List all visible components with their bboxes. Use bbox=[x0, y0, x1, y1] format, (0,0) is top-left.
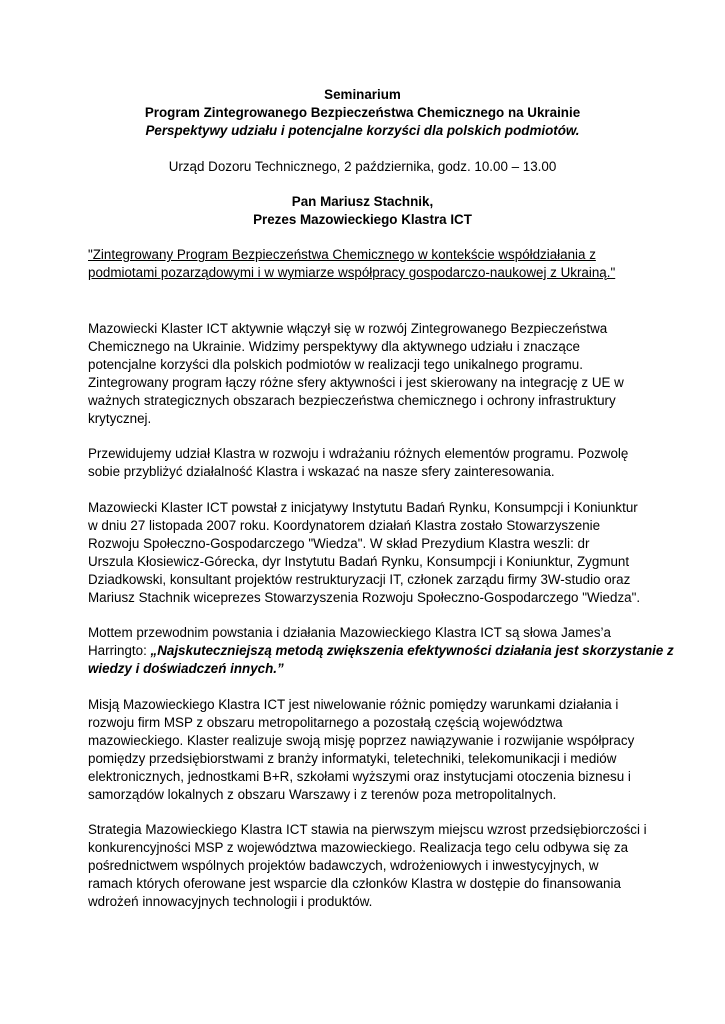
paragraph-line: Chemicznego na Ukrainie. Widzimy perspektywy dla aktywnego udziału i znaczące bbox=[88, 338, 580, 354]
motto-quote: „Najskuteczniejszą metodą zwiększenia efektywności działania jest skorzystanie z bbox=[150, 643, 674, 659]
paragraph-intro bbox=[88, 320, 658, 427]
quote-line: podmiotami pozarządowymi i w wymiarze współpracy gospodarczo-naukowej z Ukrainą." bbox=[88, 264, 616, 280]
paragraph-strategy bbox=[88, 821, 658, 911]
paragraph-line: mazowieckiego. Klaster realizuje swoją misję poprzez nawiązywanie i rozwijanie współpracy bbox=[88, 732, 635, 748]
quote-line: "Zintegrowany Program Bezpieczeństwa Chemicznego w kontekście współdziałania z bbox=[88, 247, 596, 262]
paragraph-line: rozwoju firm MSP z obszaru metropolitarnego a pozostałą częścią województwa bbox=[88, 714, 563, 730]
paragraph-line bbox=[88, 642, 674, 660]
document-header bbox=[0, 86, 725, 229]
paragraph-line: Mazowiecki Klaster ICT powstał z inicjatywy Instytutu Badań Rynku, Konsumpcji i Koniunktur bbox=[88, 500, 638, 516]
paragraph-line: Strategia Mazowieckiego Klastra ICT stawia na pierwszym miejscu wzrost przedsiębiorczości i bbox=[88, 822, 647, 838]
paragraph-line: krytycznej. bbox=[88, 410, 152, 426]
paragraph-origin bbox=[88, 499, 658, 606]
paragraph-participation bbox=[88, 445, 658, 481]
paragraph-line: pośrednictwem wspólnych projektów badawczych, wdrożeniowych i inwestycyjnych, w bbox=[88, 858, 599, 874]
seminar-label: Seminarium bbox=[324, 87, 401, 102]
venue-date: Urząd Dozoru Technicznego, 2 października, godz. 10.00 – 13.00 bbox=[168, 158, 557, 174]
paragraph-mission bbox=[88, 696, 658, 803]
speaker-role: Prezes Mazowieckiego Klastra ICT bbox=[253, 212, 472, 228]
paragraph-line: pomiędzy przedsiębiorstwami z branży informatyki, teletechniki, telekomunikacji i mediów bbox=[88, 750, 617, 766]
paragraph-line: Urszula Kłosiewicz-Górecka, dyr Instytutu Badań Rynku, Konsumpcji i Koniunktur, Zygmunt bbox=[88, 553, 630, 569]
program-title: Program Zintegrowanego Bezpieczeństwa Chemicznego na Ukrainie bbox=[144, 104, 581, 120]
paragraph-line: ramach których oferowane jest wsparcie dla członków Klastra w dostępie do finansowania bbox=[88, 876, 621, 892]
paragraph-motto bbox=[88, 624, 674, 678]
paragraph-line: elektronicznych, jednostkami B+R, szkołami wyższymi oraz instytucjami otoczenia biznesu i bbox=[88, 768, 631, 784]
paragraph-line: Zintegrowany program łączy różne sfery aktywności i jest skierowany na integrację z UE w bbox=[88, 374, 624, 390]
paragraph-line: Misją Mazowieckiego Klastra ICT jest niwelowanie różnic pomiędzy warunkami działania i bbox=[88, 696, 619, 712]
program-subtitle: Perspektywy udziału i potencjalne korzyści dla polskich podmiotów. bbox=[145, 122, 580, 138]
paragraph-line: ważnych strategicznych obszarach bezpieczeństwa chemicznego i ochrony infrastruktury bbox=[88, 392, 616, 408]
paragraph-line: potencjalne korzyści dla polskich podmiotów w realizacji tego unikalnego programu. bbox=[88, 356, 583, 372]
paragraph-line: sobie przybliżyć działalność Klastra i wskazać na nasze sfery zainteresowania. bbox=[88, 464, 555, 480]
paragraph-line: Mariusz Stachnik wiceprezes Stowarzyszenia Rozwoju Społeczno-Gospodarczego "Wiedza". bbox=[88, 589, 641, 605]
paragraph-line: samorządów lokalnych z obszaru Warszawy i z terenów poza metropolitalnych. bbox=[88, 786, 557, 802]
paragraph-line: w dniu 27 listopada 2007 roku. Koordynatorem działań Klastra zostało Stowarzyszenie bbox=[88, 517, 601, 533]
paragraph-line: Rozwoju Społeczno-Gospodarczego "Wiedza". W skład Prezydium Klastra weszli: dr bbox=[88, 535, 590, 551]
paragraph-line: Dziadkowski, konsultant projektów restrukturyzacji IT, członek zarządu firmy 3W-studio oraz bbox=[88, 571, 631, 587]
paragraph-line: Mottem przewodnim powstania i działania Mazowieckiego Klastra ICT są słowa James’a bbox=[88, 625, 611, 641]
presentation-title-quote bbox=[88, 246, 648, 282]
paragraph-line: wdrożeń innowacyjnych technologii i produktów. bbox=[88, 893, 373, 909]
document-body bbox=[88, 320, 674, 929]
motto-author: Harringto: bbox=[88, 643, 151, 659]
paragraph-line: konkurencyjności MSP z województwa mazowieckiego. Realizacja tego celu odbywa się za bbox=[88, 840, 629, 856]
speaker-name: Pan Mariusz Stachnik, bbox=[291, 194, 434, 210]
motto-quote-end: wiedzy i doświadczeń innych.” bbox=[88, 661, 284, 677]
paragraph-line: Mazowiecki Klaster ICT aktywnie włączył się w rozwój Zintegrowanego Bezpieczeństwa bbox=[88, 321, 608, 336]
paragraph-line: Przewidujemy udział Klastra w rozwoju i wdrażaniu różnych elementów programu. Pozwolę bbox=[88, 446, 629, 462]
